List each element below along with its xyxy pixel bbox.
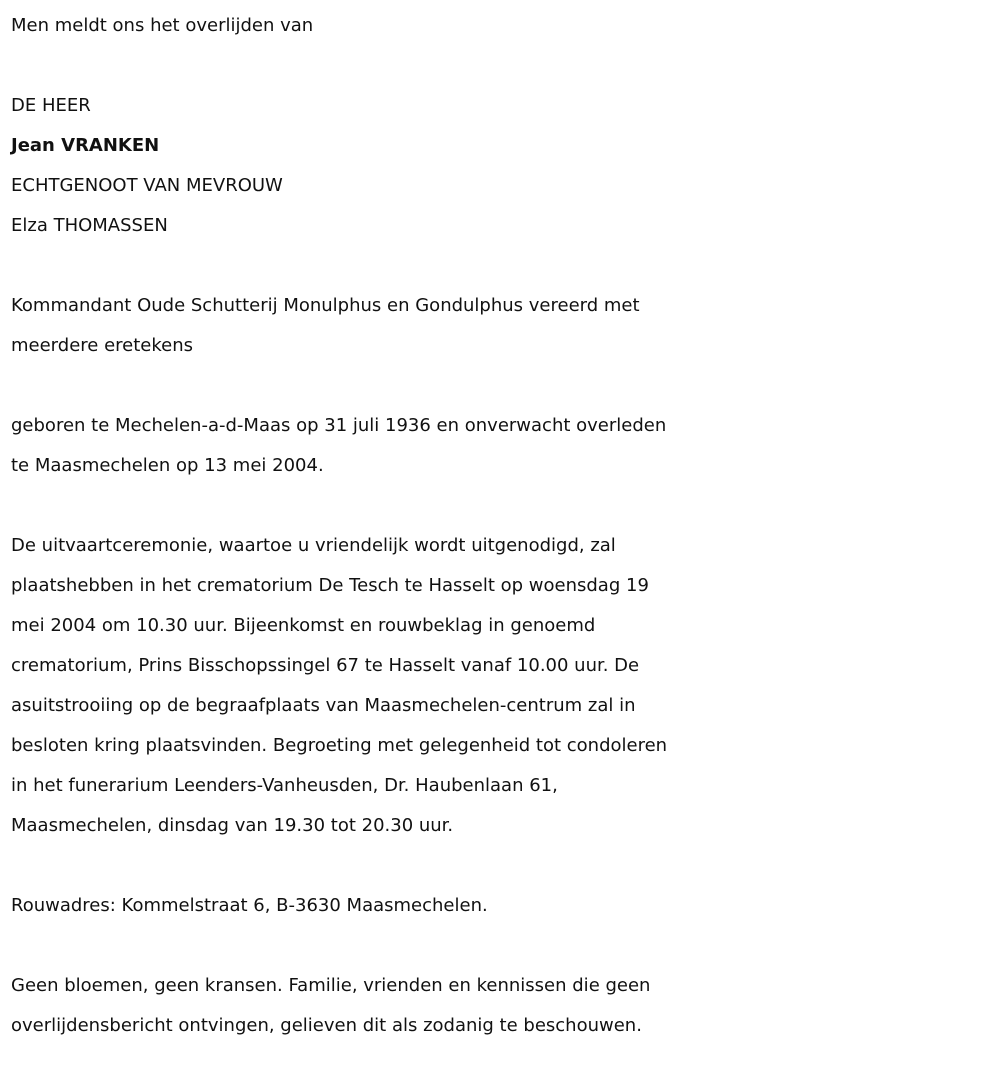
spacer: [11, 366, 991, 406]
birth-death-line: te Maasmechelen op 13 mei 2004.: [11, 455, 324, 476]
spouse-label: ECHTGENOOT VAN MEVROUW: [11, 175, 283, 196]
closing-paragraph: [11, 966, 991, 1046]
birth-death-line: geboren te Mechelen-a-d-Maas op 31 juli 1936 en onverwacht overleden: [11, 415, 667, 436]
ceremony-paragraph: [11, 526, 991, 846]
deceased-name: Jean VRANKEN: [11, 135, 160, 156]
spacer: [11, 486, 991, 526]
closing-line: Geen bloemen, geen kransen. Familie, vrienden en kennissen die geen: [11, 975, 651, 996]
ceremony-line: De uitvaartceremonie, waartoe u vriendelijk wordt uitgenodigd, zal: [11, 535, 616, 556]
spacer: [11, 846, 991, 886]
ceremony-line: besloten kring plaatsvinden. Begroeting met gelegenheid tot condoleren: [11, 735, 668, 756]
ceremony-line: Maasmechelen, dinsdag van 19.30 tot 20.30 uur.: [11, 815, 454, 836]
closing-line: overlijdensbericht ontvingen, gelieven dit als zodanig te beschouwen.: [11, 1015, 642, 1036]
ceremony-line: mei 2004 om 10.30 uur. Bijeenkomst en rouwbeklag in genoemd: [11, 615, 596, 636]
ceremony-line: asuitstrooiing op de begraafplaats van Maasmechelen-centrum zal in: [11, 695, 636, 716]
spouse-name: Elza THOMASSEN: [11, 215, 168, 236]
spacer: [11, 46, 991, 86]
mourning-address: Rouwadres: Kommelstraat 6, B-3630 Maasmechelen.: [11, 895, 488, 916]
ceremony-line: plaatshebben in het crematorium De Tesch te Hasselt op woensdag 19: [11, 575, 649, 596]
deceased-title: DE HEER: [11, 95, 91, 116]
ceremony-line: in het funerarium Leenders-Vanheusden, Dr. Haubenlaan 61,: [11, 775, 558, 796]
death-notice: [11, 6, 991, 1046]
honors-line: meerdere eretekens: [11, 335, 193, 356]
spacer: [11, 926, 991, 966]
intro-text: Men meldt ons het overlijden van: [11, 15, 314, 36]
ceremony-line: crematorium, Prins Bisschopssingel 67 te Hasselt vanaf 10.00 uur. De: [11, 655, 640, 676]
birth-death-paragraph: [11, 406, 991, 486]
honors-paragraph: [11, 286, 991, 366]
spacer: [11, 246, 991, 286]
honors-line: Kommandant Oude Schutterij Monulphus en Gondulphus vereerd met: [11, 295, 640, 316]
